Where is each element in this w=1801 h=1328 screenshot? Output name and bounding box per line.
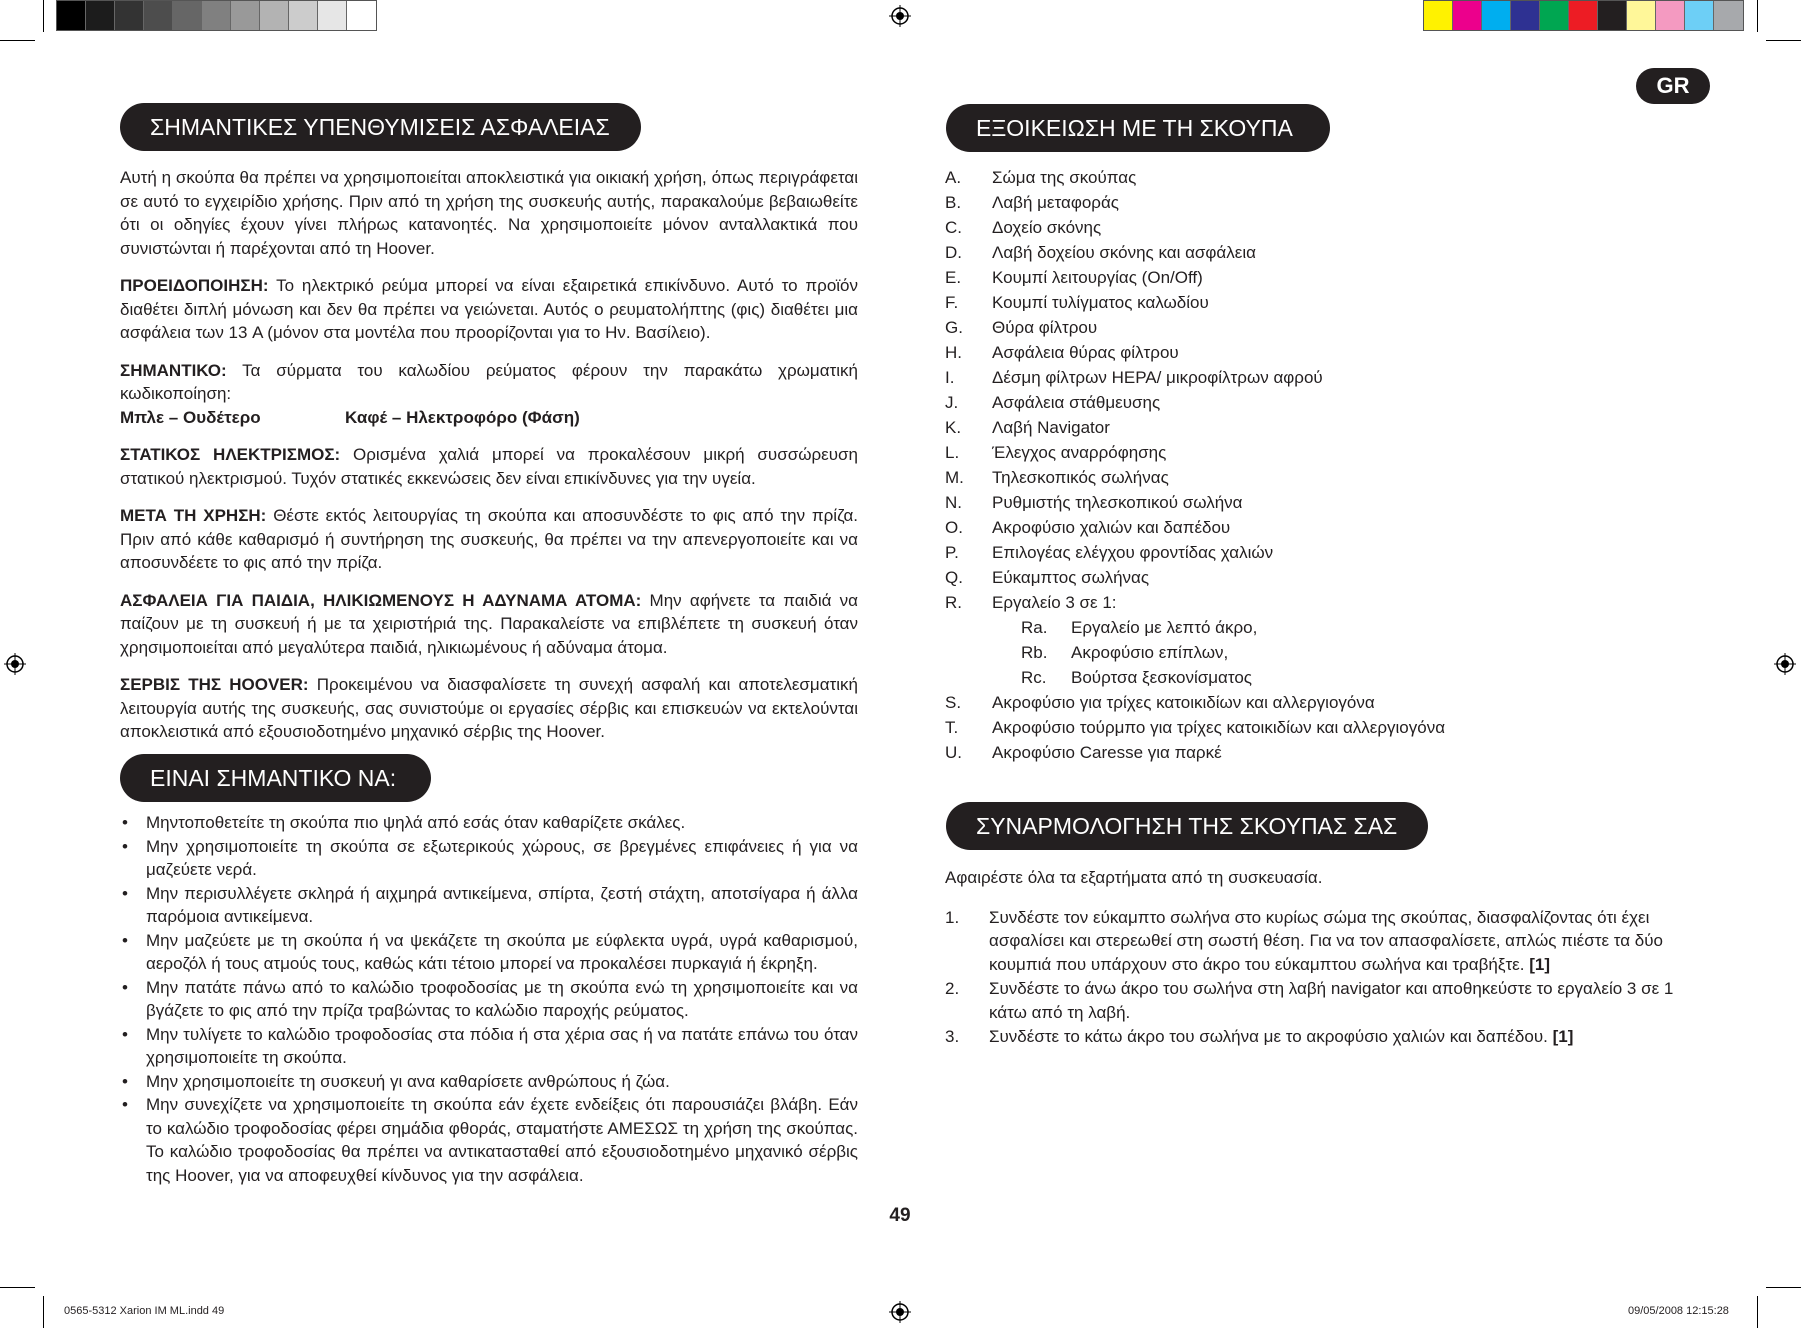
part-letter: S. [945, 693, 962, 712]
page-number: 49 [889, 1205, 911, 1226]
children-paragraph [120, 589, 858, 660]
list-item [945, 290, 1685, 315]
part-letter: Q. [945, 568, 963, 587]
list-item [945, 665, 1685, 690]
assembly-intro: Αφαιρέστε όλα τα εξαρτήματα από τη συσκευασία. [945, 868, 1323, 887]
list-item [945, 715, 1685, 740]
list-item [945, 365, 1685, 390]
safety-heading: ΣΗΜΑΝΤΙΚΕΣ ΥΠΕΝΘΥΜΙΣΕΙΣ ΑΣΦΑΛΕΙΑΣ [120, 103, 641, 151]
part-name: Λαβή μεταφοράς [992, 193, 1119, 212]
list-item [945, 1025, 1685, 1049]
after-use-text: Θέστε εκτός λειτουργίας τη σκούπα και αποσυνδέστε το φις από την πρίζα. Πριν από κάθε καθαρισμό ή συντήρηση της συσκευής, θα πρέπει να την απενεργοποιείτε και να αποσυνδέετε το φις από την πρίζα. [120, 506, 858, 572]
part-name: Επιλογέας ελέγχου φροντίδας χαλιών [992, 543, 1274, 562]
color-swatch [347, 1, 376, 30]
crop-mark [0, 40, 35, 41]
important-paragraph [120, 359, 858, 406]
color-swatch [1627, 1, 1656, 30]
step-text: Συνδέστε το κάτω άκρο του σωλήνα με το ακροφύσιο χαλιών και δαπέδου. [989, 1027, 1548, 1046]
color-swatch [260, 1, 289, 30]
color-swatch [144, 1, 173, 30]
registration-mark-icon [889, 5, 911, 27]
color-swatch [202, 1, 231, 30]
part-name: Ασφάλεια στάθμευσης [992, 393, 1161, 412]
step-text-wrap [989, 1025, 1685, 1049]
color-swatch [173, 1, 202, 30]
warning-paragraph [120, 274, 858, 345]
list-item [945, 740, 1685, 765]
list-item [945, 565, 1685, 590]
important-do-heading: ΕΙΝΑΙ ΣΗΜΑΝΤΙΚΟ ΝΑ: [120, 754, 431, 802]
figure-ref: [1] [1552, 1027, 1574, 1046]
subpart-letter: Rb. [1021, 643, 1048, 662]
part-letter: J. [945, 393, 959, 412]
part-name: Ακροφύσιο χαλιών και δαπέδου [992, 518, 1231, 537]
step-text-wrap [989, 977, 1685, 1024]
static-text: Ορισμένα χαλιά μπορεί να προκαλέσουν μικρή συσσώρευση στατικού ηλεκτρισμού. Τυχόν στατικές εκκενώσεις δεν είναι επικίνδυνες για την υγεία. [120, 445, 858, 488]
list-item: • Μην χρησιμοποιείτε τη συσκευή γι ανα καθαρίσετε ανθρώπους ή ζώα. [120, 1070, 858, 1094]
figure-ref: [1] [1529, 954, 1550, 974]
list-item [945, 515, 1685, 540]
color-swatch [318, 1, 347, 30]
list-item: • Μηντοποθετείτε τη σκούπα πιο ψηλά από εσάς όταν καθαρίζετε σκάλες. [120, 811, 858, 835]
children-text: Μην αφήνετε τα παιδιά να παίζουν με τη συσκευή ή με τα χειριστήριά της. Παρακαλείστε να επιβλέπετε τη συσκευή όταν χρησιμοποιείται από μεγαλύτερα παιδιά, ηλικιωμένους ή αδύναμα άτομα. [120, 590, 858, 657]
assembly-heading: ΣΥΝΑΡΜΟΛΟΓΗΣΗ ΤΗΣ ΣΚΟΥΠΑΣ ΣΑΣ [946, 802, 1428, 850]
wire-colors [120, 406, 858, 430]
static-label: ΣΤΑΤΙΚΟΣ ΗΛΕΚΤΡΙΣΜΟΣ: [120, 445, 341, 464]
part-letter: T. [945, 718, 959, 737]
part-letter: A. [945, 168, 962, 187]
crop-mark [1766, 40, 1801, 41]
list-item [945, 540, 1685, 565]
list-item [945, 390, 1685, 415]
list-item [945, 240, 1685, 265]
list-item: • Μην περισυλλέγετε σκληρά ή αιχμηρά αντικείμενα, σπίρτα, ζεστή στάχτη, αποτσίγαρα ή άλλα παρόμοια αντικείμενα. [120, 882, 858, 929]
part-name: Κουμπί λειτουργίας (On/Off) [992, 268, 1203, 287]
part-name: Ασφάλεια θύρας φίλτρου [992, 343, 1179, 362]
part-name: Σώμα της σκούπας [992, 168, 1137, 187]
color-swatch [1656, 1, 1685, 30]
list-item [945, 465, 1685, 490]
list-item [945, 165, 1685, 190]
part-name: Θύρα φίλτρου [992, 318, 1098, 337]
service-text: Προκειμένου να διασφαλίσετε τη συνεχή ασφαλή και αποτελεσματική λειτουργία αυτής της συσκευής, σας συνιστούμε οι εργασίες σέρβις και επισκευών να εκτελούνται αποκλειστικά από εξουσιοδοτημένο μηχανικό σέρβις της Hoover. [120, 675, 858, 741]
part-letter: H. [945, 343, 962, 362]
list-item [945, 615, 1685, 640]
part-name: Ρυθμιστής τηλεσκοπικού σωλήνα [992, 493, 1243, 512]
part-name: Ακροφύσιο Caresse για παρκέ [992, 743, 1222, 762]
list-item: • Μην πατάτε πάνω από το καλώδιο τροφοδοσίας με τη σκούπα ενώ τη χρησιμοποιείτε και να βγάζετε το φις από την πρίζα τραβώντας το καλώδιο παροχής ρεύματος. [120, 976, 858, 1023]
safety-intro: Αυτή η σκούπα θα πρέπει να χρησιμοποιείται αποκλειστικά για οικιακή χρήση, όπως περιγράφεται σε αυτό το εγχειρίδιο χρήσης. Πριν από τη χρήση της συσκευής αυτής, παρακαλούμε βεβαιωθείτε ότι οι οδηγίες έχουν γίνει πλήρως κατανοητές. Να χρησιμοποιείτε μόνον ανταλλακτικά που συνιστώνται ή παρέχονται από τη Hoover. [120, 168, 858, 258]
list-item [945, 340, 1685, 365]
registration-mark-icon [1774, 653, 1796, 675]
gray-color-bar [56, 0, 377, 31]
part-letter: U. [945, 743, 962, 762]
subpart-name: Εργαλείο με λεπτό άκρο, [1071, 618, 1258, 637]
part-letter: M. [945, 468, 964, 487]
step-text: Συνδέστε τον εύκαμπτο σωλήνα στο κυρίως σώμα της σκούπας, διασφαλίζοντας ότι έχει ασφαλίσει και στερεωθεί στη σωστή θέση. Για να τον απασφαλίσετε, απλώς πιέστε τα δύο κουμπιά που υπάρχουν στο άκρο του εύκαμπτου σωλήνα και τραβήξτε. [989, 907, 1664, 974]
part-letter: B. [945, 193, 962, 212]
important-label: ΣΗΜΑΝΤΙΚΟ: [120, 360, 227, 380]
part-letter: G. [945, 318, 963, 337]
color-swatch [1540, 1, 1569, 30]
part-name: Ακροφύσιο για τρίχες κατοικιδίων και αλλεργιογόνα [992, 693, 1375, 712]
color-swatch [231, 1, 260, 30]
color-swatch [1685, 1, 1714, 30]
color-swatch [289, 1, 318, 30]
color-swatch [115, 1, 144, 30]
color-swatch [1453, 1, 1482, 30]
safety-section [120, 166, 858, 744]
wire-blue: Μπλε – Ουδέτερο [120, 407, 261, 427]
color-swatch [1598, 1, 1627, 30]
part-letter: C. [945, 218, 962, 237]
part-letter: I. [945, 368, 955, 387]
step-text-wrap [989, 906, 1685, 977]
list-item [945, 415, 1685, 440]
part-name: Τηλεσκοπικός σωλήνας [992, 468, 1169, 487]
part-letter: P. [945, 543, 959, 562]
list-item [945, 690, 1685, 715]
footer-timestamp: 09/05/2008 12:15:28 [1628, 1305, 1729, 1317]
part-name: Έλεγχος αναρρόφησης [992, 443, 1167, 462]
list-item [945, 490, 1685, 515]
list-item [945, 315, 1685, 340]
list-item [945, 440, 1685, 465]
step-text: Συνδέστε το άνω άκρο του σωλήνα στη λαβή navigator και αποθηκεύστε το εργαλείο 3 σε 1 κάτω από τη λαβή. [989, 979, 1674, 1022]
part-name: Εργαλείο 3 σε 1: [992, 593, 1117, 612]
list-item [945, 265, 1685, 290]
color-swatch [1714, 1, 1743, 30]
list-item [945, 590, 1685, 615]
color-swatch [1482, 1, 1511, 30]
service-label: ΣΕΡΒΙΣ ΤΗΣ HOOVER: [120, 675, 309, 694]
service-paragraph [120, 673, 858, 744]
part-name: Ακροφύσιο τούρμπο για τρίχες κατοικιδίων και αλλεργιογόνα [992, 718, 1446, 737]
registration-mark-icon [889, 1301, 911, 1323]
list-item: • Μην συνεχίζετε να χρησιμοποιείτε τη σκούπα εάν έχετε ενδείξεις ότι παρουσιάζει βλάβη. Εάν το καλώδιο τροφοδοσίας φέρει σημάδια φθοράς, σταματήστε ΑΜΕΣΩΣ τη χρήση της σκούπας. Το καλώδιο τροφοδοσίας θα πρέπει να αντικατασταθεί από εξουσιοδοτημένο μηχανικό σέρβις της Hoover, για να αποφευχθεί κίνδυνος για την ασφάλεια. [120, 1093, 858, 1187]
warning-text: Το ηλεκτρικό ρεύμα μπορεί να είναι εξαιρετικά επικίνδυνο. Αυτό το προϊόν διαθέτει διπλή μόνωση και δεν θα πρέπει να γειώνεται. Αυτός ο ρευματολήπτης (φις) διαθέτει μια ασφάλεια των 13 A (μόνον στα μοντέλα που προορίζονται για το Hν. Βασίλειο). [120, 276, 859, 342]
part-letter: N. [945, 493, 962, 512]
list-item [945, 977, 1685, 1024]
familiarisation-heading: ΕΞΟΙΚΕΙΩΣΗ ΜΕ ΤΗ ΣΚΟΥΠΑ [946, 104, 1330, 152]
list-item: • Μην τυλίγετε το καλώδιο τροφοδοσίας στα πόδια ή στα χέρια σας ή να πατάτε επάνω του όταν χρησιμοποιείτε τη σκούπα. [120, 1023, 858, 1070]
part-letter: R. [945, 593, 962, 612]
crop-mark [43, 1296, 44, 1328]
safety-bullets [120, 811, 858, 1187]
part-letter: L. [945, 443, 960, 462]
part-letter: E. [945, 268, 962, 287]
part-letter: F. [945, 293, 959, 312]
color-swatch [1511, 1, 1540, 30]
color-swatch [1569, 1, 1598, 30]
part-letter: O. [945, 518, 963, 537]
registration-mark-icon [4, 653, 26, 675]
crop-mark [1757, 0, 1758, 32]
color-swatch [1424, 1, 1453, 30]
part-name: Λαβή δοχείου σκόνης και ασφάλεια [992, 243, 1256, 262]
important-text: Τα σύρματα του καλωδίου ρεύματος φέρουν την παρακάτω χρωματική κωδικοποίηση: [120, 360, 858, 403]
part-name: Δοχείο σκόνης [992, 218, 1102, 237]
assembly-section [945, 866, 1685, 1050]
list-item: • Μην μαζεύετε με τη σκούπα ή να ψεκάζετε τη σκούπα με εύφλεκτα υγρά, υγρά καθαρισμού, αεροζόλ ή τους ατμούς τους, καθώς κάτι τέτοιο μπορεί να προκαλέσει πυρκαγιά ή έκρηξη. [120, 929, 858, 976]
list-item [945, 906, 1685, 977]
color-swatch [86, 1, 115, 30]
step-number: 3. [945, 1027, 960, 1046]
part-name: Λαβή Navigator [992, 418, 1110, 437]
part-name: Κουμπί τυλίγματος καλωδίου [992, 293, 1209, 312]
after-use-label: ΜΕΤΑ ΤΗ ΧΡΗΣΗ: [120, 506, 267, 525]
list-item: • Μην χρησιμοποιείτε τη σκούπα σε εξωτερικούς χώρους, σε βρεγμένες επιφάνειες ή για να μαζεύετε νερά. [120, 835, 858, 882]
step-number: 2. [945, 979, 960, 998]
part-letter: D. [945, 243, 962, 262]
warning-label: ΠΡΟΕΙΔΟΠΟΙΗΣΗ: [120, 276, 269, 295]
part-name: Εύκαμπτος σωλήνας [992, 568, 1150, 587]
crop-mark [1757, 1296, 1758, 1328]
list-item [945, 215, 1685, 240]
process-color-bar [1423, 0, 1744, 31]
subpart-letter: Ra. [1021, 618, 1048, 637]
parts-list [945, 165, 1685, 765]
step-number: 1. [945, 907, 960, 927]
crop-mark [43, 0, 44, 32]
subpart-name: Βούρτσα ξεσκονίσματος [1071, 668, 1252, 687]
wire-brown: Καφέ – Ηλεκτροφόρο (Φάση) [345, 407, 580, 427]
crop-mark [1766, 1287, 1801, 1288]
footer-file-info: 0565-5312 Xarion IM ML.indd 49 [64, 1305, 225, 1317]
color-swatch [57, 1, 86, 30]
list-item [945, 640, 1685, 665]
children-label: ΑΣΦΑΛΕΙΑ ΓΙΑ ΠΑΙΔΙΑ, ΗΛΙΚΙΩΜΕΝΟΥΣ Η ΑΔΥΝΑΜΑ ΑΤΟΜΑ: [120, 590, 642, 610]
subpart-name: Ακροφύσιο επίπλων, [1071, 643, 1229, 662]
language-badge: GR [1636, 68, 1710, 104]
part-letter: K. [945, 418, 962, 437]
crop-mark [0, 1287, 35, 1288]
list-item [945, 190, 1685, 215]
after-use-paragraph [120, 504, 858, 575]
static-paragraph [120, 443, 858, 490]
subpart-letter: Rc. [1021, 668, 1047, 687]
part-name: Δέσμη φίλτρων HEPA/ μικροφίλτρων αφρού [992, 368, 1323, 387]
